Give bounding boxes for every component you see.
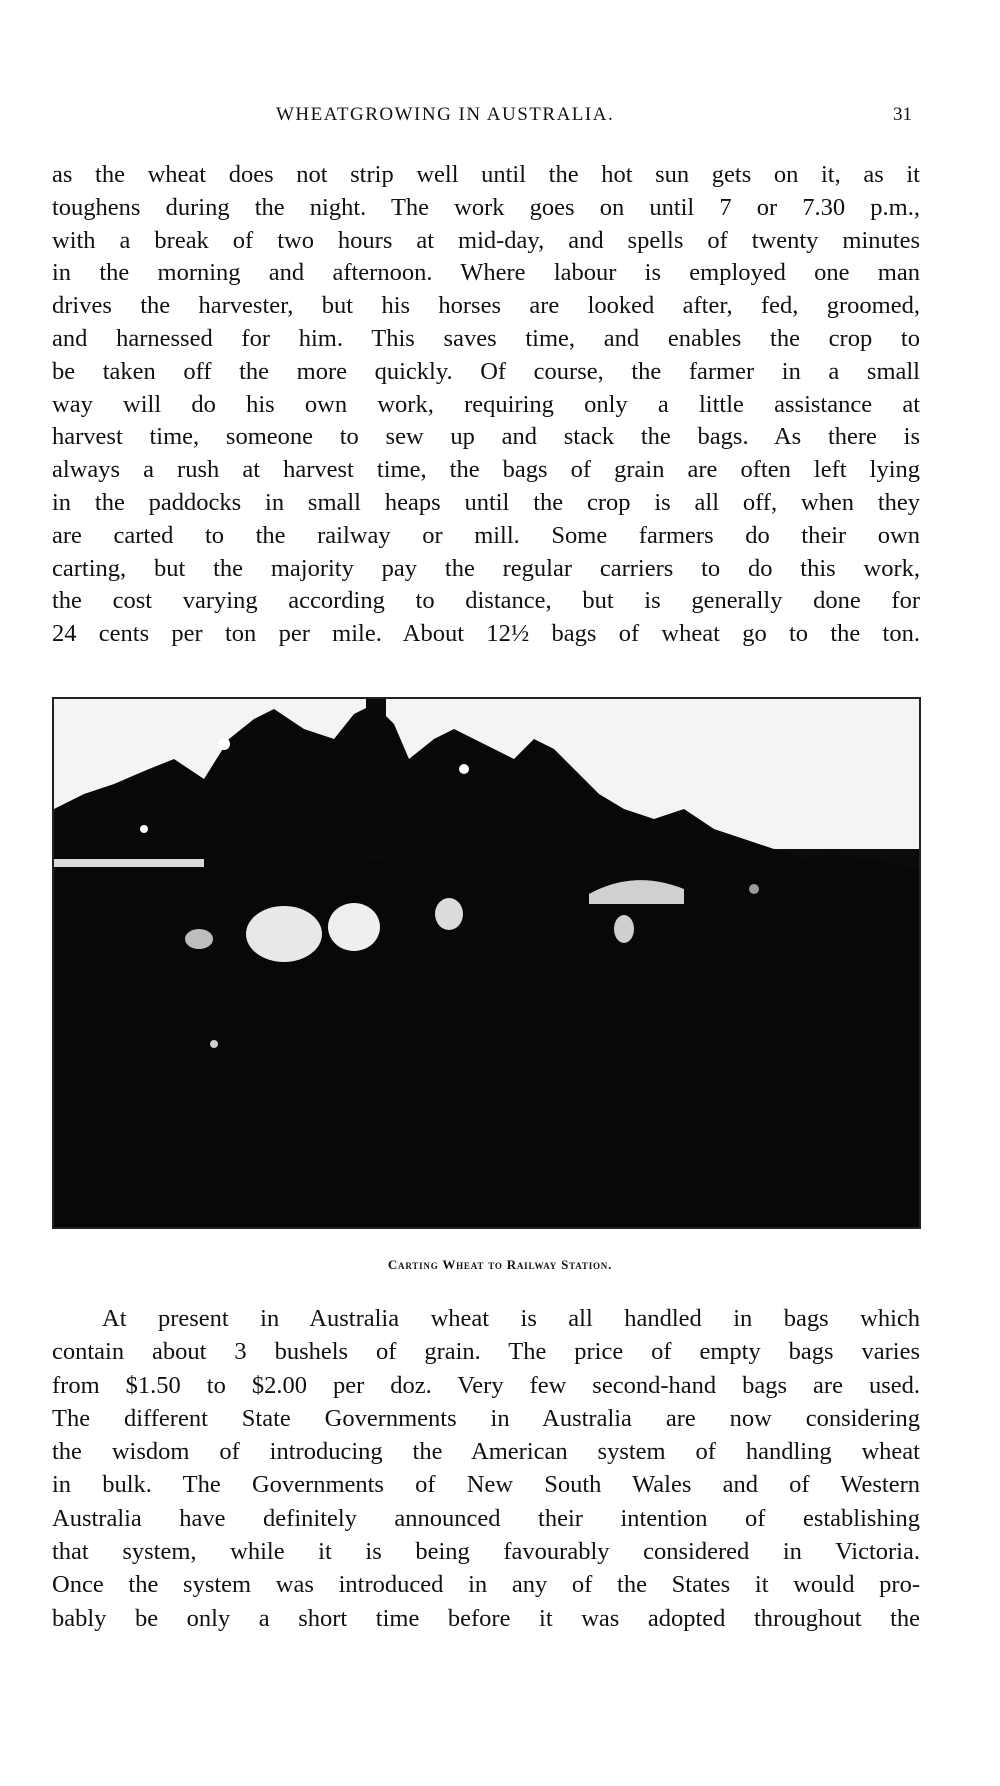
text-line: be taken off the more quickly. Of course, the farmer in a small: [52, 357, 920, 385]
text-line: that system, while it is being favourably considered in Victoria.: [52, 1538, 920, 1566]
paragraph-bottom: [52, 1302, 920, 1635]
text-line: with a break of two hours at mid-day, and spells of twenty minutes: [52, 226, 920, 254]
text-line: are carted to the railway or mill. Some farmers do their own: [52, 521, 920, 549]
text-line: Australia have definitely announced their intention of establishing: [52, 1504, 920, 1532]
text-line: harvest time, someone to sew up and stack the bags. As there is: [52, 423, 920, 451]
photo-illustration: [54, 699, 919, 1227]
paragraph-top: [52, 159, 920, 651]
text-line: The different State Governments in Australia are now considering: [52, 1404, 920, 1432]
text-line: the wisdom of introducing the American system of handling wheat: [52, 1438, 920, 1466]
text-line: At present in Australia wheat is all handled in bags which: [102, 1305, 920, 1332]
text-line: in the morning and afternoon. Where labour is employed one man: [52, 259, 920, 287]
text-line: toughens during the night. The work goes on until 7 or 7.30 p.m.,: [52, 193, 920, 221]
page-number: 31: [893, 104, 912, 125]
text-line: and harnessed for him. This saves time, and enables the crop to: [52, 324, 920, 352]
text-line: way will do his own work, requiring only a little assistance at: [52, 390, 920, 418]
text-line: in bulk. The Governments of New South Wales and of Western: [52, 1471, 920, 1499]
text-line: in the paddocks in small heaps until the crop is all off, when they: [52, 488, 920, 516]
text-line: the cost varying according to distance, but is generally done for: [52, 587, 920, 615]
text-line: as the wheat does not strip well until the hot sun gets on it, as it: [52, 161, 920, 188]
running-title: WHEATGROWING IN AUSTRALIA.: [276, 104, 615, 125]
text-line: always a rush at harvest time, the bags of grain are often left lying: [52, 456, 920, 484]
text-line: bably be only a short time before it was adopted throughout the: [52, 1604, 920, 1632]
text-line: Once the system was introduced in any of the States it would pro-: [52, 1571, 920, 1599]
halftone-photograph: [52, 697, 921, 1229]
text-line: 24 cents per ton per mile. About 12½ bags of wheat go to the ton.: [52, 620, 920, 648]
text-line: drives the harvester, but his horses are looked after, fed, groomed,: [52, 292, 920, 320]
text-line: from $1.50 to $2.00 per doz. Very few second-hand bags are used.: [52, 1371, 920, 1399]
text-line: contain about 3 bushels of grain. The price of empty bags varies: [52, 1338, 920, 1366]
figure-caption: Carting Wheat to Railway Station.: [387, 1257, 613, 1272]
text-line: carting, but the majority pay the regular carriers to do this work,: [52, 554, 920, 582]
